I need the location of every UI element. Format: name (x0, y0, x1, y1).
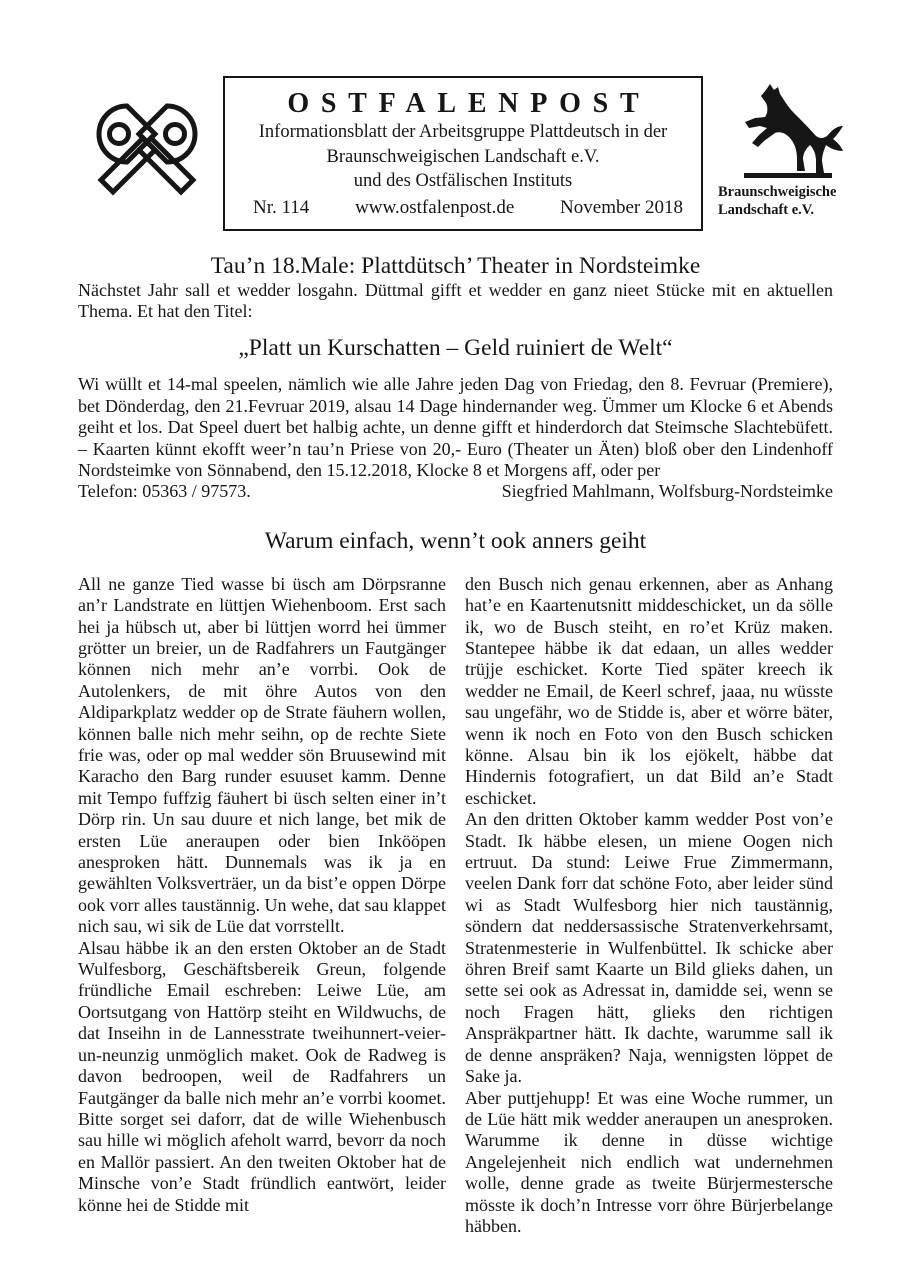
website-text: www.ostfalenpost.de (355, 196, 515, 218)
article1-headline: Tau’n 18.Male: Plattdütsch’ Theater in Nordsteimke (210, 252, 701, 279)
left-column (78, 574, 446, 1238)
two-column-layout (78, 574, 833, 1238)
braunschweigische-landschaft-logo (718, 82, 870, 219)
masthead-subtitle-line: Braunschweigischen Landschaft e.V. (326, 146, 600, 167)
right-column (465, 574, 833, 1238)
issue-date: November 2018 (560, 196, 683, 218)
article-theater (78, 253, 833, 503)
article2-headline: Warum einfach, wenn’t ook anners geiht (264, 527, 647, 554)
newsletter-title: OSTFALENPOST (287, 88, 651, 119)
masthead-box (223, 76, 703, 231)
article1-body-paragraph: Wi wüllt et 14-mal speelen, nämlich wie alle Jahre jeden Dag von Friedag, den 8. Fevruar (Premiere), bet Dönderdag, den 21.Fevruar 2019, alsau 14 Dage hindernander weg. Ümmer um Klocke 6 et Abends geiht et los. Dat Speel duert bet halbig achte, un denne gifft et hinderdorch dat Steimsche Slachtebüfett. – Kaarten künnt ekofft weer’n tau’n Priese von 20,- Euro (Theater un Äten) bloß ober den Lindenhoff Nordsteimke von Sönnabend, den 15.12.2018, Klocke 8 et Morgens aff, oder per (78, 374, 833, 480)
article-paragraph: All ne ganze Tied wasse bi üsch am Dörpsranne an’r Landstrate en lüttjen Wiehenboom. Erst sach hei ja hübsch ut, aber bi lüttjen worrd hei ümmer grötter un breier, un de Radfahrers un Fautgänger können nich mehr an’e vorrbi. Ook de Autolenkers, de mit öhre Autos von den Aldiparkplatz wedder op de Strate fäuhern wollen, können balle nich mehr seihn, op de rechte Siete frie was, oder op mal wedder sön Bruusewind mit Karacho den Barg runder esuuset kamm. Denne mit Tempo fuffzig fäuhert bi üsch selten einer in’t Dörp rin. Un sau duure et nich lange, bet mik de ersten Lüe aneraupen oder bien Inkööpen anesproken hätt. Dunnemals was ik ja en gewählten Volksverträer, un da bist’e oppen Dörpe ook vorr alles taustännig. Un wehe, dat sau klappet nich sau, wi sik de Lüe dat vorrstellt. (78, 573, 446, 937)
masthead-subtitle-line: und des Ostfälischen Instituts (353, 171, 573, 191)
article-paragraph: An den dritten Oktober kamm wedder Post von’e Stadt. Ik häbbe elesen, un miene Oogen nich ertruut. Da stund: Leiwe Frue Zimmermann, veelen Dank forr dat schöne Foto, aber leider sünd wi as Stadt Wulfesborg hier nich taustännig, söndern dat neddersassische Stratenverkehrsamt, Stratenmesterie in Wulfenbüttel. Ik schicke aber öhren Breif samt Kaarte un Bild glieks dahen, un sette sei ook as Adressat in, damidde sei, wenn se noch Fragen hätt, glieks den richtigen Anspräkpartner hätt. Ik dachte, warumme sall ik de denne anspräken? Naja, wennigsten löppet de Sake ja. (465, 809, 833, 1087)
article1-intro-paragraph: Nächstet Jahr sall et wedder losgahn. Düttmal gifft et wedder en ganz nieet Stücke mit en aktuellen Thema. Et hat den Titel: (78, 279, 833, 321)
masthead (86, 76, 849, 231)
author-signature: Siegfried Mahlmann, Wolfsburg-Nordsteimke (501, 481, 833, 502)
article-paragraph: den Busch nich genau erkennen, aber as Anhang hat’e en Kaartenutsnitt middeschicket, un da sölle ik, wo de Busch steiht, en ro’et Krüz maken. Stantepee häbbe ik dat edaan, un alles wedder trüjje eschicket. Korte Tied später kreech ik wedder ne Email, de Keerl schref, jaaa, nu wüsste sau ungefähr, wo de Stidde is, aber et wörre bäter, wenn ik noch en Foto von den Busch schicken könne. Alsau bin ik los ejökelt, häbbe dat Hindernis fotografiert, un dat Bild an’e Stadt eschicket. (465, 573, 833, 808)
logo-caption-line: Landschaft e.V. (718, 201, 815, 218)
telephone-text: Telefon: 05363 / 97573. (78, 481, 251, 502)
masthead-meta-row (237, 195, 689, 220)
issue-number: Nr. 114 (253, 196, 310, 218)
ostfalen-emblem (86, 96, 208, 213)
play-title: „Platt un Kurschatten – Geld ruiniert de Welt“ (238, 335, 673, 362)
crossed-axes-icon (86, 96, 208, 208)
article1-tail-row (78, 481, 833, 502)
logo-caption-line: Braunschweigische (718, 184, 837, 200)
article-paragraph: Alsau häbbe ik an den ersten Oktober an de Stadt Wulfesborg, Geschäftsbereik Greun, folgende fründliche Email eschreben: Leiwe Lüe, am Oortsutgang von Hattörp steiht en Wildwuchs, de dat Inseihn in de Lannesstrate tweihunnert-veier-un-neunzig unmöglich maket. Ook de Radweg is davon bedroopen, weil de Radfahrers un Fautgänger da balle nich mehr an’e vorrbi koomet. Bitte sorget sei daforr, dat de wille Wiehenbusch sau hille wi möglich afeholt warrd, bevorr da noch en Mallör passiert. An den tweiten Oktober hat de Minsche von’e Stadt fründlich eantwört, leider könne hei de Stidde mit (78, 937, 446, 1215)
article-column-story (78, 528, 833, 1238)
masthead-subtitle-line: Informationsblatt der Arbeitsgruppe Plattdeutsch in der (258, 122, 668, 142)
rearing-horse-icon (738, 82, 850, 182)
article-paragraph: Aber puttjehupp! Et was eine Woche rummer, un de Lüe hätt mik wedder aneraupen un anesproken. Warumme ik denne in düsse wichtige Angelejenheit nich endlich wat undernehmen wolle, denne grade as tweite Bürjermestersche mösste ik doch’n Intresse vorr öhre Bürjerbelange häbben. (465, 1087, 833, 1236)
